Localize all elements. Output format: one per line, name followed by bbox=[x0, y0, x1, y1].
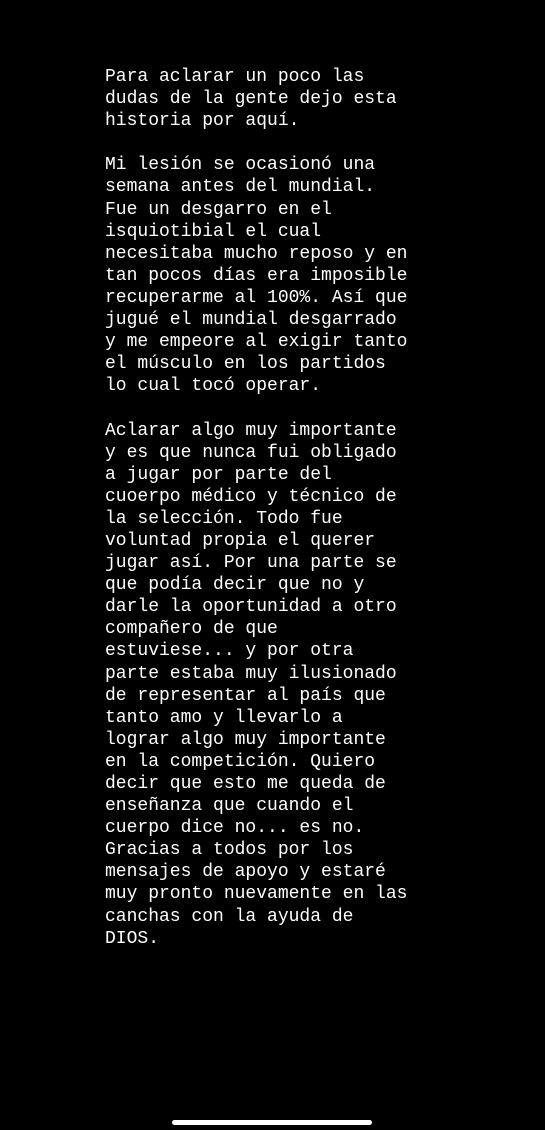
story-text-line: lo cual tocó operar. bbox=[105, 376, 322, 397]
story-text-line: enseñanza que cuando el bbox=[105, 796, 354, 817]
story-text-line: historia por aquí. bbox=[105, 111, 300, 132]
story-text-line: Aclarar algo muy importante bbox=[105, 420, 397, 441]
story-text bbox=[105, 66, 535, 950]
story-text-line: en la competición. Quiero bbox=[105, 751, 376, 772]
home-indicator[interactable] bbox=[172, 1120, 372, 1125]
story-text-line: Para aclarar un poco las bbox=[105, 67, 365, 87]
story-text-line: y me empeore al exigir tanto bbox=[105, 332, 408, 353]
story-text-line: mensajes de apoyo y estaré bbox=[105, 862, 386, 883]
story-text-line: darle la oportunidad a otro bbox=[105, 597, 397, 618]
paragraph-gap bbox=[105, 397, 535, 419]
story-text-line: el músculo en los partidos bbox=[105, 354, 386, 375]
story-text-line: muy pronto nuevamente en las bbox=[105, 884, 408, 905]
story-text-line: jugué el mundial desgarrado bbox=[105, 310, 397, 331]
story-text-line: que podía decir que no y bbox=[105, 575, 365, 596]
story-text-line: lograr algo muy importante bbox=[105, 729, 386, 750]
paragraph-gap bbox=[105, 132, 535, 154]
story-text-line: tanto amo y llevarlo a bbox=[105, 707, 343, 728]
story-text-line: jugar así. Por una parte se bbox=[105, 553, 397, 574]
story-text-line: Fue un desgarro en el bbox=[105, 199, 332, 220]
story-text-line: tan pocos días era imposible bbox=[105, 265, 408, 286]
story-text-line: compañero de que bbox=[105, 619, 278, 640]
story-text-line: DIOS. bbox=[105, 928, 160, 949]
story-text-line: la selección. Todo fue bbox=[105, 508, 343, 529]
story-text-line: estuviese... y por otra bbox=[105, 641, 354, 662]
story-text-line: parte estaba muy ilusionado bbox=[105, 663, 397, 684]
story-text-line: semana antes del mundial. bbox=[105, 177, 376, 198]
story-text-line: decir que esto me queda de bbox=[105, 774, 386, 794]
story-text-line: voluntad propia el querer bbox=[105, 530, 376, 551]
story-text-line: isquiotibial el cual bbox=[105, 221, 322, 242]
story-text-line: canchas con la ayuda de bbox=[105, 906, 354, 927]
story-text-line: y es que nunca fui obligado bbox=[105, 442, 397, 463]
story-text-line: Gracias a todos por los bbox=[105, 840, 354, 861]
story-text-line: dudas de la gente dejo esta bbox=[105, 89, 397, 110]
story-text-line: recuperarme al 100%. Así que bbox=[105, 287, 408, 308]
story-text-line: de representar al país que bbox=[105, 685, 386, 706]
story-text-line: cuoerpo médico y técnico de bbox=[105, 486, 397, 507]
story-text-line: necesitaba mucho reposo y en bbox=[105, 243, 408, 264]
story-text-line: a jugar por parte del bbox=[105, 464, 332, 485]
story-text-line: Mi lesión se ocasionó una bbox=[105, 155, 376, 176]
story-text-line: cuerpo dice no... es no. bbox=[105, 818, 365, 839]
